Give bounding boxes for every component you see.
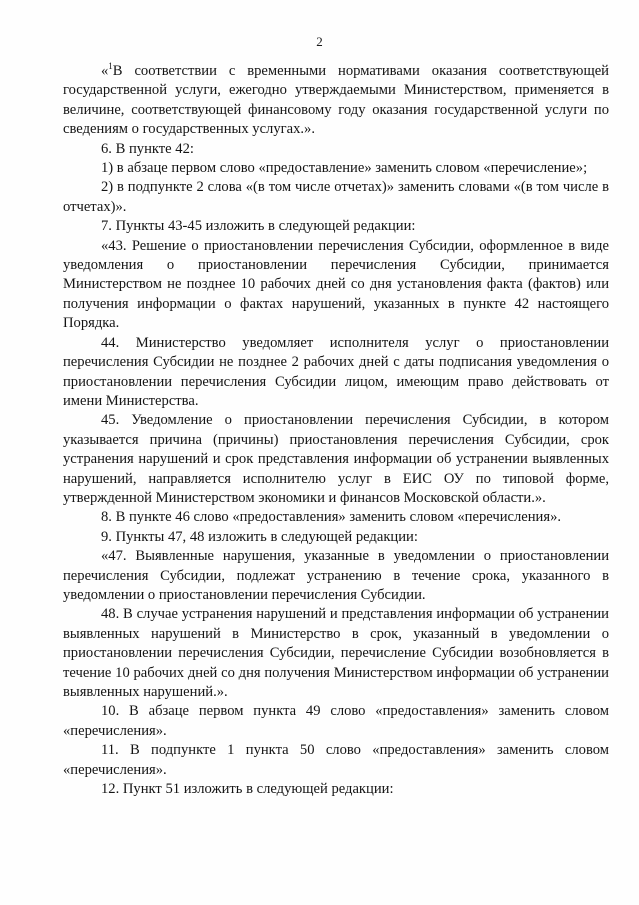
document-body: [63, 62, 609, 799]
page-number: 2: [316, 34, 323, 49]
paragraph-footnote-quote: [63, 62, 609, 140]
paragraph-item-12: 12. Пункт 51 изложить в следующей редакции:: [101, 781, 394, 798]
paragraph-point-43: «43. Решение о приостановлении перечисления Субсидии, оформленное в виде уведомления о приостановлении перечисления Субсидии, принимается Министерством не позднее 10 рабочих дней со дня установления факта (фактов) или получения информации о фактах нарушений, указанных в пункте 42 настоящего Порядка.: [63, 237, 609, 332]
paragraph-text: В соответствии с временными нормативами оказания соответствующей государственной услуги, ежегодно утверждаемыми Министерством, применяется в величине, соответствующей финансовому году оказания государственной услуги по сведениям о государственных услугах.».: [63, 63, 609, 138]
paragraph-point-47: «47. Выявленные нарушения, указанные в уведомлении о приостановлении перечисления Субсидии, подлежат устранению в течение срока, указанного в уведомлении о приостановлении перечисления Субсидии.: [63, 548, 609, 603]
paragraph-item-11: 11. В подпункте 1 пункта 50 слово «предоставления» заменить словом «перечисления».: [63, 742, 609, 778]
paragraph-item-7: 7. Пункты 43-45 изложить в следующей редакции:: [101, 218, 416, 235]
paragraph-subitem-1: 1) в абзаце первом слово «предоставление» заменить словом «перечисление»;: [101, 160, 588, 177]
paragraph-point-48: 48. В случае устранения нарушений и представления информации об устранении выявленных нарушений в Министерство в срок, указанный в уведомлении о приостановлении перечисления Субсидии, перечисление Субсидии возобновляется в течение 10 рабочих дней со дня получения Министерством информации об устранении выявленных нарушений.».: [63, 606, 609, 700]
paragraph-item-6: 6. В пункте 42:: [101, 140, 194, 157]
footnote-marker: 1: [108, 61, 113, 72]
paragraph-point-44: 44. Министерство уведомляет исполнителя услуг о приостановлении перечисления Субсидии не позднее 2 рабочих дней с даты подписания уведомления о приостановлении перечисления Субсидии лицом, имеющим право действовать от имени Министерства.: [63, 334, 609, 409]
paragraph-subitem-2: 2) в подпункте 2 слова «(в том числе отчетах)» заменить словами «(в том числе в отчетах)».: [63, 179, 609, 215]
paragraph-item-9: 9. Пункты 47, 48 изложить в следующей редакции:: [101, 528, 418, 545]
opening-quote: «: [101, 63, 109, 79]
paragraph-item-10: 10. В абзаце первом пункта 49 слово «предоставления» заменить словом «перечисления».: [63, 703, 609, 739]
paragraph-point-45: 45. Уведомление о приостановлении перечисления Субсидии, в котором указывается причина (причины) приостановления перечисления Субсидии, срок устранения нарушений и срок представления информации об устранении выявленных нарушений, направляется исполнителю услуг в ЕИС ОУ по типовой форме, утвержденной Министерством экономики и финансов Московской области.».: [63, 412, 609, 506]
paragraph-item-8: 8. В пункте 46 слово «предоставления» заменить словом «перечисления».: [101, 509, 562, 526]
